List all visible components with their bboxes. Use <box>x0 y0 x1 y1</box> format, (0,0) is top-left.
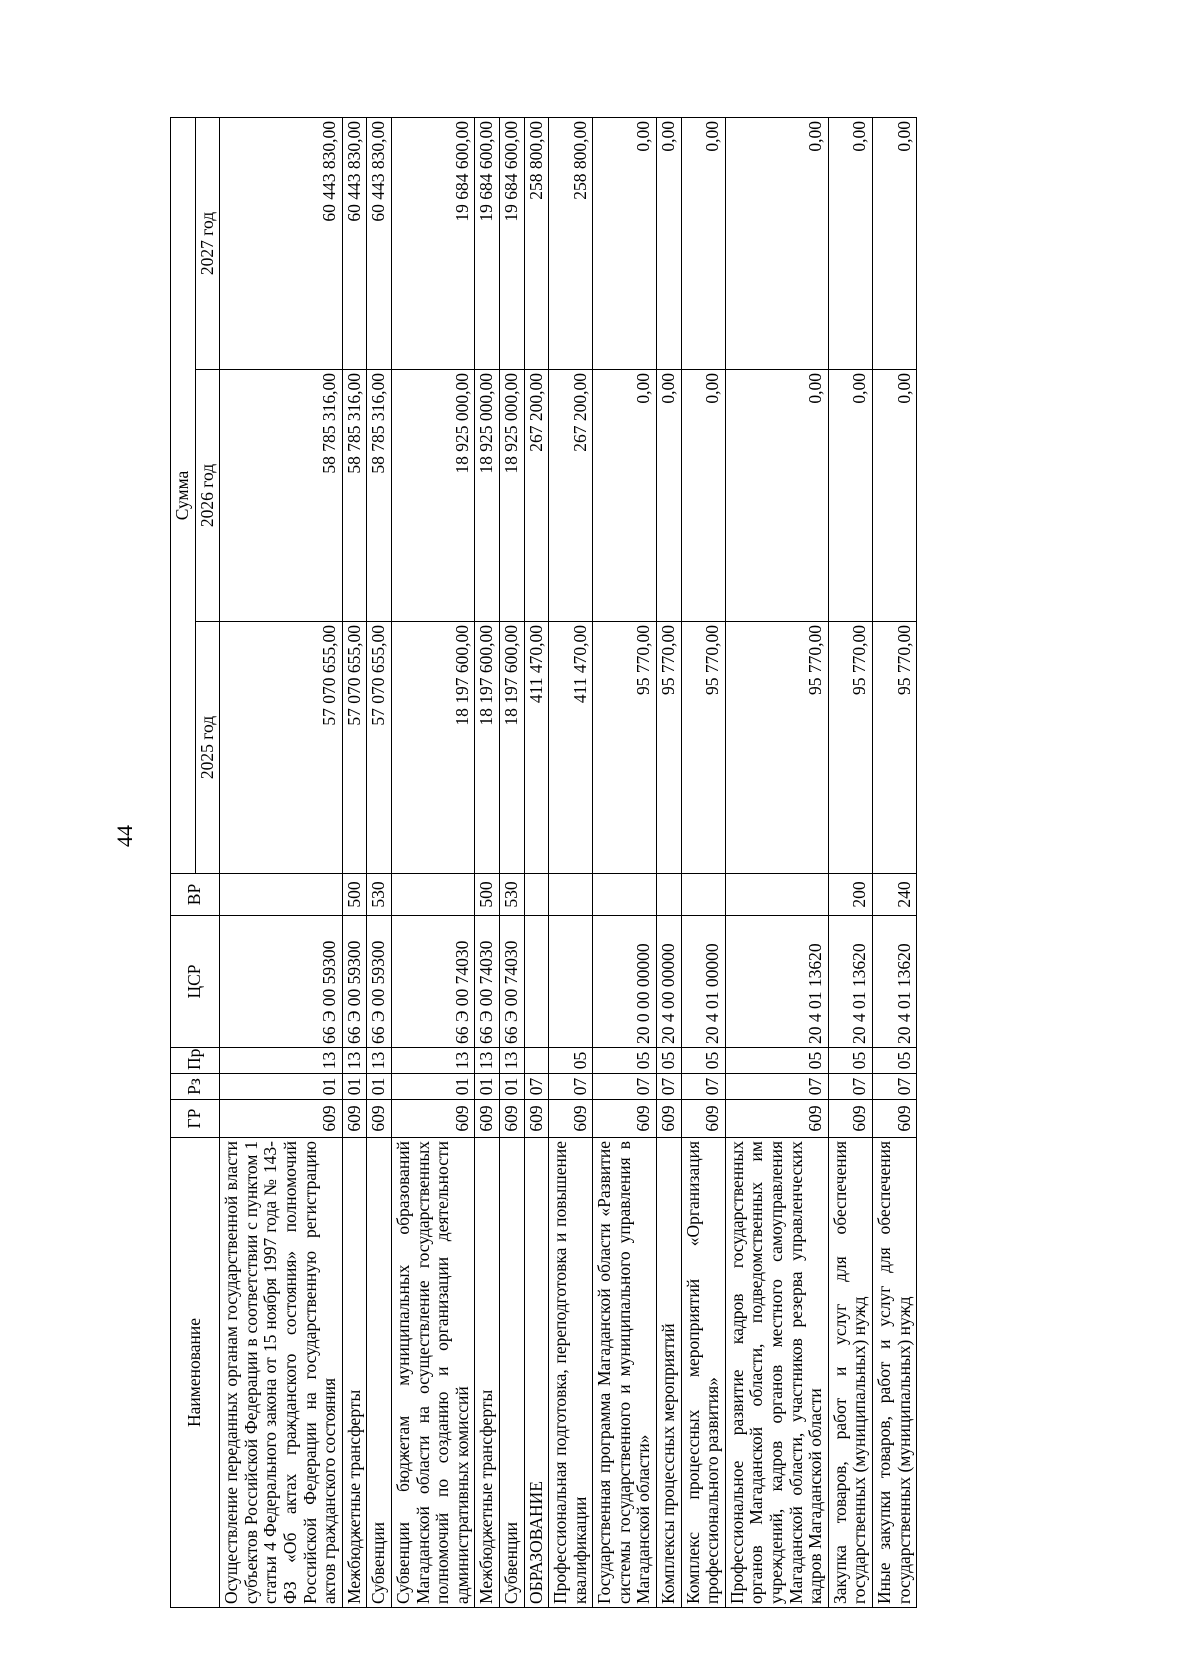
table-cell-name: Осуществление переданных органам государственной власти субъектов Российской Федерации в соответствии с пунктом 1 статьи 4 Федерального закона от 15 ноября 1997 года № 143-ФЗ «Об актах гражданского состояния» полномочий Российской Федерации на государственную регистрацию актов гражданского состояния <box>220 1138 343 1608</box>
table-cell-name: Субвенции <box>367 1138 392 1608</box>
table-cell-2025: 95 770,00 <box>828 622 872 874</box>
table-cell-vr <box>524 874 549 916</box>
header-2027: 2027 год <box>195 117 220 369</box>
table-body <box>220 117 917 1607</box>
table-cell-pr: 05 <box>549 1048 593 1074</box>
table-cell-name: Комплексы процессных мероприятий <box>657 1138 682 1608</box>
table-cell-pr: 05 <box>873 1048 917 1074</box>
table-cell-2027: 0,00 <box>593 117 657 369</box>
table-cell-csr: 66 Э 00 74030 <box>499 916 524 1048</box>
table-cell-csr: 66 Э 00 59300 <box>342 916 367 1048</box>
table-cell-rz: 01 <box>475 1074 500 1100</box>
table-cell-2025: 57 070 655,00 <box>220 622 343 874</box>
table-cell-rz: 07 <box>725 1074 828 1100</box>
table-cell-2025: 411 470,00 <box>524 622 549 874</box>
table-cell-2026: 18 925 000,00 <box>475 370 500 622</box>
table-cell-2027: 0,00 <box>681 117 725 369</box>
table-cell-gr: 609 <box>593 1100 657 1138</box>
table-cell-2027: 258 800,00 <box>549 117 593 369</box>
table-cell-2026: 18 925 000,00 <box>499 370 524 622</box>
table-cell-gr: 609 <box>725 1100 828 1138</box>
table-cell-2026: 0,00 <box>828 370 872 622</box>
rotated-page <box>170 118 1060 1608</box>
table-cell-2025: 18 197 600,00 <box>499 622 524 874</box>
table-cell-name: Профессиональное развитие кадров государственных органов Магаданской области, подведомственных им учреждений, кадров органов местного самоуправления Магаданской области, участников резерва управленческих кадров Магаданской области <box>725 1138 828 1608</box>
table-cell-2026: 58 785 316,00 <box>367 370 392 622</box>
table-row <box>873 117 917 1607</box>
table-cell-csr: 20 4 01 13620 <box>725 916 828 1048</box>
table-cell-gr: 609 <box>681 1100 725 1138</box>
table-cell-csr: 66 Э 00 74030 <box>391 916 474 1048</box>
table-cell-rz: 07 <box>681 1074 725 1100</box>
table-row <box>681 117 725 1607</box>
table-cell-gr: 609 <box>524 1100 549 1138</box>
table-cell-vr <box>220 874 343 916</box>
table-cell-pr: 05 <box>681 1048 725 1074</box>
table-cell-rz: 01 <box>367 1074 392 1100</box>
table-cell-vr: 530 <box>367 874 392 916</box>
table-cell-2025: 95 770,00 <box>725 622 828 874</box>
table-row <box>475 117 500 1607</box>
table-cell-pr: 13 <box>391 1048 474 1074</box>
table-cell-pr: 05 <box>725 1048 828 1074</box>
table-cell-name: Субвенции <box>499 1138 524 1608</box>
table-cell-2026: 58 785 316,00 <box>342 370 367 622</box>
table-cell-2027: 60 443 830,00 <box>342 117 367 369</box>
table-cell-2027: 19 684 600,00 <box>391 117 474 369</box>
table-cell-gr: 609 <box>342 1100 367 1138</box>
table-cell-vr: 240 <box>873 874 917 916</box>
table-row <box>220 117 343 1607</box>
table-cell-gr: 609 <box>499 1100 524 1138</box>
header-2025: 2025 год <box>195 622 220 874</box>
table-cell-gr: 609 <box>657 1100 682 1138</box>
table-cell-csr: 20 0 00 00000 <box>593 916 657 1048</box>
header-name: Наименование <box>171 1138 220 1608</box>
table-row <box>549 117 593 1607</box>
table-cell-vr: 200 <box>828 874 872 916</box>
table-cell-2027: 60 443 830,00 <box>220 117 343 369</box>
header-pr: Пр <box>171 1048 220 1074</box>
table-cell-2027: 0,00 <box>725 117 828 369</box>
table-cell-csr: 66 Э 00 59300 <box>220 916 343 1048</box>
table-cell-2027: 19 684 600,00 <box>499 117 524 369</box>
table-cell-vr <box>657 874 682 916</box>
table-cell-vr <box>681 874 725 916</box>
table-cell-2026: 0,00 <box>593 370 657 622</box>
table-cell-2026: 0,00 <box>725 370 828 622</box>
table-cell-2025: 95 770,00 <box>593 622 657 874</box>
table-row <box>342 117 367 1607</box>
table-cell-vr <box>549 874 593 916</box>
table-cell-2025: 18 197 600,00 <box>391 622 474 874</box>
table-row <box>657 117 682 1607</box>
table-cell-2027: 0,00 <box>873 117 917 369</box>
table-cell-2026: 0,00 <box>873 370 917 622</box>
table-cell-vr: 500 <box>475 874 500 916</box>
table-cell-gr: 609 <box>367 1100 392 1138</box>
table-cell-name: Профессиональная подготовка, переподготовка и повышение квалификации <box>549 1138 593 1608</box>
table-cell-2025: 95 770,00 <box>681 622 725 874</box>
table-cell-rz: 01 <box>342 1074 367 1100</box>
table-cell-csr: 20 4 01 13620 <box>828 916 872 1048</box>
table-cell-name: Комплекс процессных мероприятий «Организация профессионального развития» <box>681 1138 725 1608</box>
table-row <box>828 117 872 1607</box>
budget-table <box>170 117 917 1608</box>
table-cell-rz: 07 <box>593 1074 657 1100</box>
table-cell-pr: 13 <box>499 1048 524 1074</box>
table-cell-2025: 57 070 655,00 <box>342 622 367 874</box>
table-row <box>499 117 524 1607</box>
table-cell-name: ОБРАЗОВАНИЕ <box>524 1138 549 1608</box>
table-cell-name: Межбюджетные трансферты <box>342 1138 367 1608</box>
table-cell-name: Иные закупки товаров, работ и услуг для обеспечения государственных (муниципальных) нужд <box>873 1138 917 1608</box>
table-cell-2026: 267 200,00 <box>524 370 549 622</box>
page-number: 44 <box>112 825 137 847</box>
table-cell-rz: 07 <box>549 1074 593 1100</box>
table-cell-csr: 20 4 01 13620 <box>873 916 917 1048</box>
header-gr: ГР <box>171 1100 220 1138</box>
table-cell-rz: 07 <box>873 1074 917 1100</box>
table-cell-pr: 13 <box>367 1048 392 1074</box>
table-cell-pr: 13 <box>342 1048 367 1074</box>
table-cell-vr <box>593 874 657 916</box>
table-cell-gr: 609 <box>828 1100 872 1138</box>
table-cell-2025: 95 770,00 <box>657 622 682 874</box>
header-sum: Сумма <box>171 117 196 873</box>
table-cell-vr <box>391 874 474 916</box>
table-cell-rz: 07 <box>657 1074 682 1100</box>
table-cell-rz: 01 <box>220 1074 343 1100</box>
table-cell-2027: 258 800,00 <box>524 117 549 369</box>
table-cell-gr: 609 <box>549 1100 593 1138</box>
table-cell-name: Государственная программа Магаданской области «Развитие системы государственного и муниципального управления в Магаданской области» <box>593 1138 657 1608</box>
table-cell-pr: 05 <box>593 1048 657 1074</box>
table-cell-2025: 95 770,00 <box>873 622 917 874</box>
header-rz: Рз <box>171 1074 220 1100</box>
table-cell-2026: 58 785 316,00 <box>220 370 343 622</box>
table-cell-2027: 0,00 <box>657 117 682 369</box>
table-cell-pr <box>524 1048 549 1074</box>
table-cell-rz: 01 <box>499 1074 524 1100</box>
header-row-1 <box>171 117 196 1607</box>
table-cell-csr <box>524 916 549 1048</box>
table-cell-gr: 609 <box>475 1100 500 1138</box>
table-cell-vr <box>725 874 828 916</box>
header-2026: 2026 год <box>195 370 220 622</box>
table-cell-gr: 609 <box>873 1100 917 1138</box>
table-row <box>593 117 657 1607</box>
table-cell-2026: 0,00 <box>681 370 725 622</box>
table-cell-pr: 05 <box>828 1048 872 1074</box>
table-cell-pr: 13 <box>220 1048 343 1074</box>
table-cell-2025: 57 070 655,00 <box>367 622 392 874</box>
table-cell-2026: 18 925 000,00 <box>391 370 474 622</box>
table-cell-2027: 0,00 <box>828 117 872 369</box>
table-cell-2026: 0,00 <box>657 370 682 622</box>
table-cell-csr: 20 4 00 00000 <box>657 916 682 1048</box>
table-cell-vr: 500 <box>342 874 367 916</box>
table-cell-gr: 609 <box>220 1100 343 1138</box>
table-cell-2027: 19 684 600,00 <box>475 117 500 369</box>
header-csr: ЦСР <box>171 916 220 1048</box>
table-cell-pr: 13 <box>475 1048 500 1074</box>
table-cell-csr <box>549 916 593 1048</box>
table-cell-name: Закупка товаров, работ и услуг для обеспечения государственных (муниципальных) нужд <box>828 1138 872 1608</box>
table-cell-name: Межбюджетные трансферты <box>475 1138 500 1608</box>
table-cell-2026: 267 200,00 <box>549 370 593 622</box>
table-cell-rz: 07 <box>828 1074 872 1100</box>
table-row <box>391 117 474 1607</box>
table-cell-csr: 66 Э 00 59300 <box>367 916 392 1048</box>
table-cell-csr: 66 Э 00 74030 <box>475 916 500 1048</box>
table-cell-pr: 05 <box>657 1048 682 1074</box>
header-vr: ВР <box>171 874 220 916</box>
table-cell-rz: 07 <box>524 1074 549 1100</box>
table-row <box>725 117 828 1607</box>
table-cell-2025: 18 197 600,00 <box>475 622 500 874</box>
table-row <box>367 117 392 1607</box>
table-cell-gr: 609 <box>391 1100 474 1138</box>
table-cell-rz: 01 <box>391 1074 474 1100</box>
table-cell-csr: 20 4 01 00000 <box>681 916 725 1048</box>
table-cell-2025: 411 470,00 <box>549 622 593 874</box>
table-row <box>524 117 549 1607</box>
table-cell-vr: 530 <box>499 874 524 916</box>
table-cell-2027: 60 443 830,00 <box>367 117 392 369</box>
table-cell-name: Субвенции бюджетам муниципальных образований Магаданской области на осуществление государственных полномочий по созданию и организации деятельности административных комиссий <box>391 1138 474 1608</box>
